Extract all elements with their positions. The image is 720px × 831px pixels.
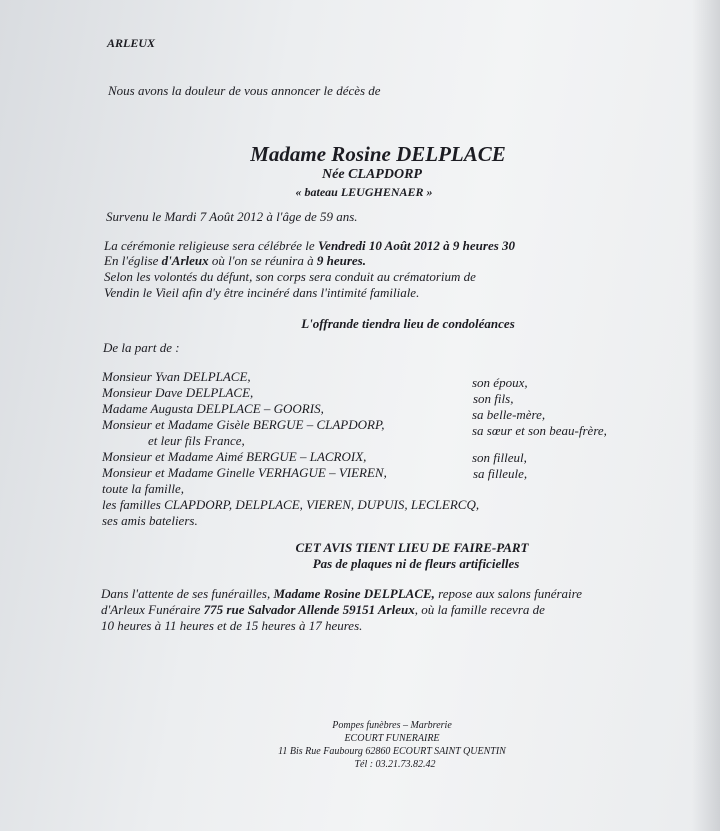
family-member: ses amis bateliers.	[102, 513, 198, 528]
family-member: Monsieur et Madame Aimé BERGUE – LACROIX,	[102, 449, 367, 464]
from-label: De la part de :	[103, 340, 180, 355]
relation: sa sœur et son beau-frère,	[472, 423, 607, 438]
intro-text: Nous avons la douleur de vous annoncer le décès de	[108, 83, 381, 98]
nickname: « bateau LEUGHENAER »	[295, 185, 433, 199]
notice-title: CET AVIS TIENT LIEU DE FAIRE-PART	[295, 540, 529, 555]
gather-time: 9 heures.	[316, 253, 366, 268]
page-shadow	[692, 0, 720, 831]
family-member: et leur fils France,	[148, 433, 245, 448]
ceremony-line-1	[104, 238, 515, 253]
church-place: d'Arleux	[161, 253, 209, 268]
footer-line: 11 Bis Rue Faubourg 62860 ECOURT SAINT QUENTIN	[278, 746, 506, 757]
repose-text: Dans l'attente de ses funérailles,	[101, 586, 274, 601]
relation: son époux,	[472, 375, 528, 390]
town-header: ARLEUX	[107, 36, 156, 50]
relation: sa filleule,	[473, 466, 528, 481]
family-member: les familles CLAPDORP, DELPLACE, VIEREN, DUPUIS, LECLERCQ,	[102, 497, 480, 512]
repose-name: Madame Rosine DELPLACE,	[273, 586, 435, 601]
family-member: Monsieur Yvan DELPLACE,	[102, 369, 251, 384]
offering-line: L'offrande tiendra lieu de condoléances	[301, 316, 515, 331]
funeral-address: 775 rue Salvador Allende 59151 Arleux	[203, 602, 415, 617]
family-member: toute la famille,	[102, 481, 184, 496]
repose-place-text: repose aux salons funéraire	[434, 586, 582, 601]
repose-line-3: 10 heures à 11 heures et de 15 heures à 17 heures.	[101, 618, 363, 633]
church-text: En l'église	[104, 253, 162, 268]
footer-line: Pompes funèbres – Marbrerie	[332, 720, 452, 731]
family-member: Monsieur Dave DELPLACE,	[102, 385, 254, 400]
repose-line-1	[101, 586, 582, 601]
relation: sa belle-mère,	[472, 407, 546, 422]
death-date-line: Survenu le Mardi 7 Août 2012 à l'âge de 59 ans.	[106, 209, 358, 224]
reception-text: , où la famille recevra de	[414, 602, 545, 617]
footer-line: ECOURT FUNERAIRE	[344, 733, 440, 744]
relation: son filleul,	[472, 450, 527, 465]
ceremony-line-3: Selon les volontés du défunt, son corps sera conduit au crématorium de	[104, 269, 476, 284]
gather-text: où l'on se réunira à	[208, 253, 317, 268]
ceremony-line-2	[104, 253, 366, 268]
repose-line-2	[101, 602, 545, 617]
birth-name: Née CLAPDORP	[322, 167, 422, 182]
footer-line: Tél : 03.21.73.82.42	[354, 759, 436, 770]
deceased-name: Madame Rosine DELPLACE	[250, 142, 506, 166]
family-member: Monsieur et Madame Gisèle BERGUE – CLAPDORP,	[102, 417, 385, 432]
relation: son fils,	[473, 391, 514, 406]
notice-subtitle: Pas de plaques ni de fleurs artificielles	[312, 556, 520, 571]
ceremony-line-4: Vendin le Vieil afin d'y être incinéré dans l'intimité familiale.	[104, 285, 420, 300]
ceremony-date: Vendredi 10 Août 2012 à 9 heures 30	[317, 238, 516, 253]
ceremony-text: La cérémonie religieuse sera célébrée le	[104, 238, 318, 253]
family-member: Madame Augusta DELPLACE – GOORIS,	[102, 401, 324, 416]
funeral-home: d'Arleux Funéraire	[101, 602, 204, 617]
family-member: Monsieur et Madame Ginelle VERHAGUE – VIEREN,	[102, 465, 387, 480]
